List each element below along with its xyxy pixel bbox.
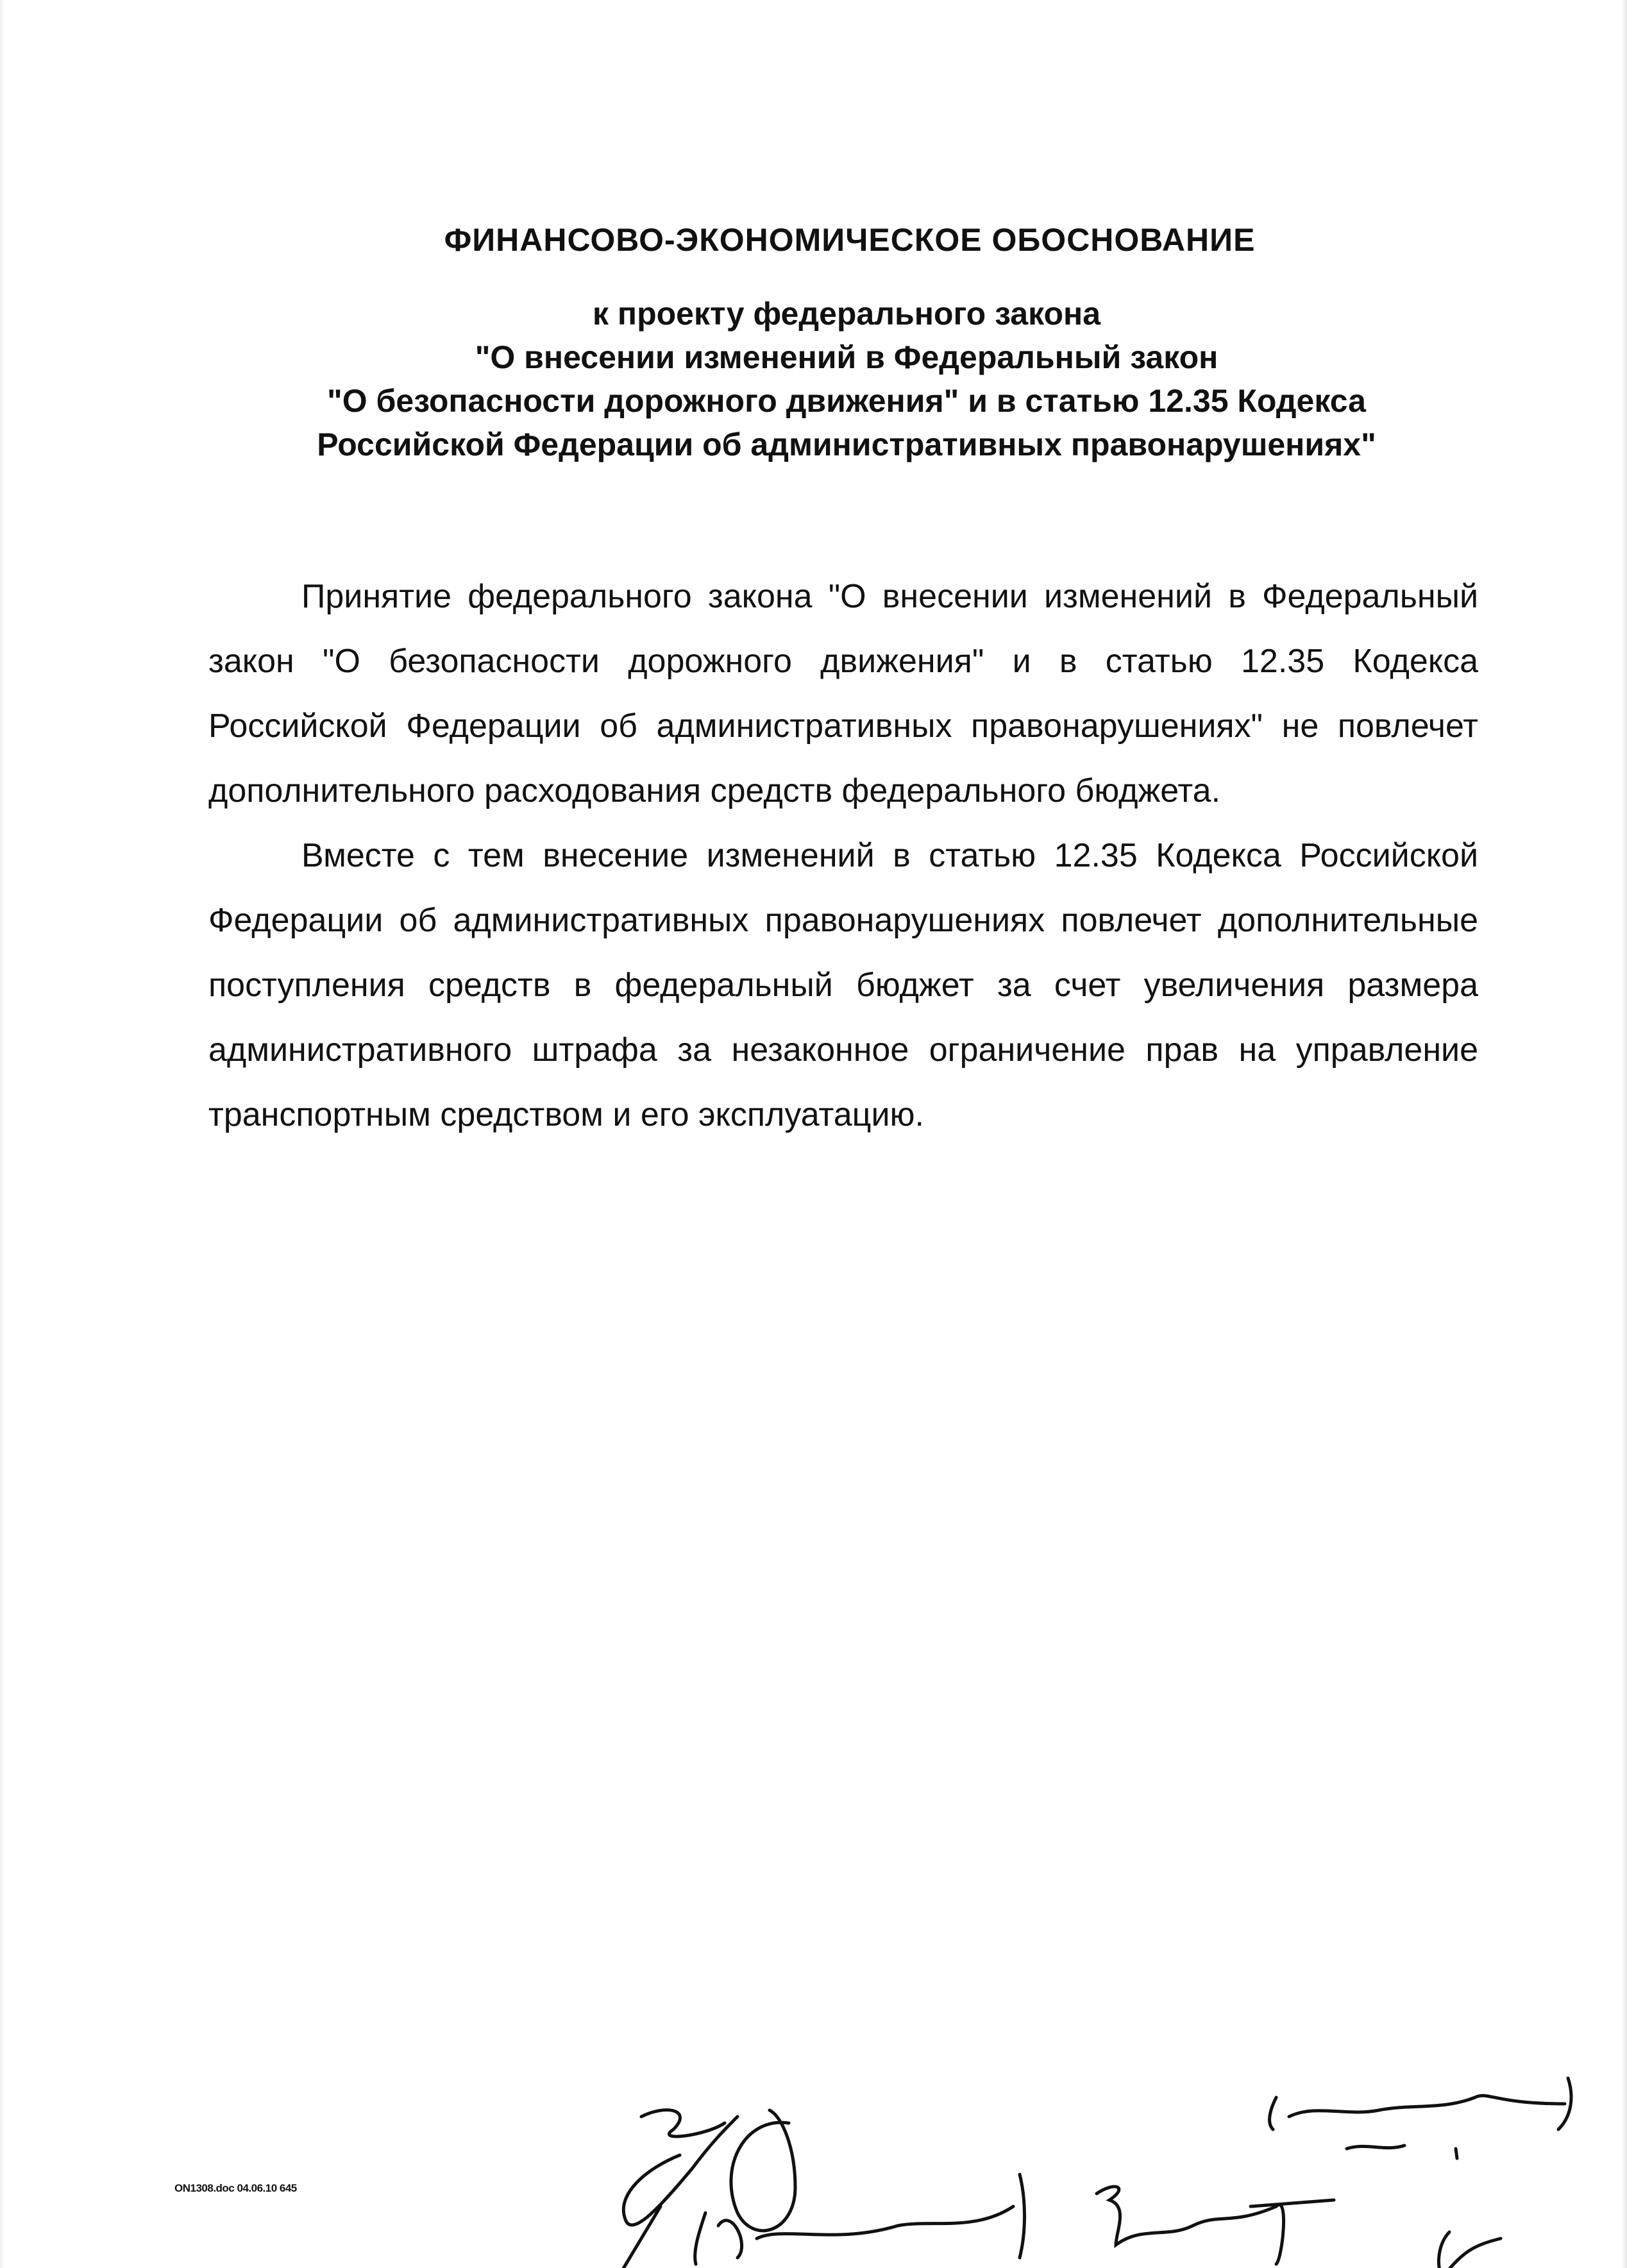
footer-file-code: ON1308.doc 04.06.10 645 (174, 2182, 297, 2194)
signature-svetozarova (1097, 2078, 1571, 2268)
subtitle-line: "О безопасности дорожного движения" и в статью 12.35 Кодекса (327, 383, 1366, 419)
document-title: ФИНАНСОВО-ЭКОНОМИЧЕСКОЕ ОБОСНОВАНИЕ (444, 222, 1256, 258)
subtitle-line: Российской Федерации об административных правонарушениях" (317, 427, 1376, 462)
signature-zavadnikov (622, 2110, 1025, 2268)
subtitle-line: к проекту федерального закона (592, 296, 1101, 332)
paragraph: Принятие федерального закона "О внесении изменений в Федеральный закон "О безопасности дорожного движения" и в статью 12.35 Кодекса Российской Федерации об административных правонарушениях" не повлечет дополнительного расходования средств федерального бюджета. (208, 578, 1478, 809)
paragraph: Вместе с тем внесение изменений в статью 12.35 Кодекса Российской Федерации об административных правонарушениях повлечет дополнительные поступления средств в федеральный бюджет за счет увеличения размера административного штрафа за незаконное ограничение прав на управление транспортным средством и его эксплуатацию. (208, 837, 1478, 1133)
subtitle-line: "О внесении изменений в Федеральный закон (475, 339, 1218, 375)
